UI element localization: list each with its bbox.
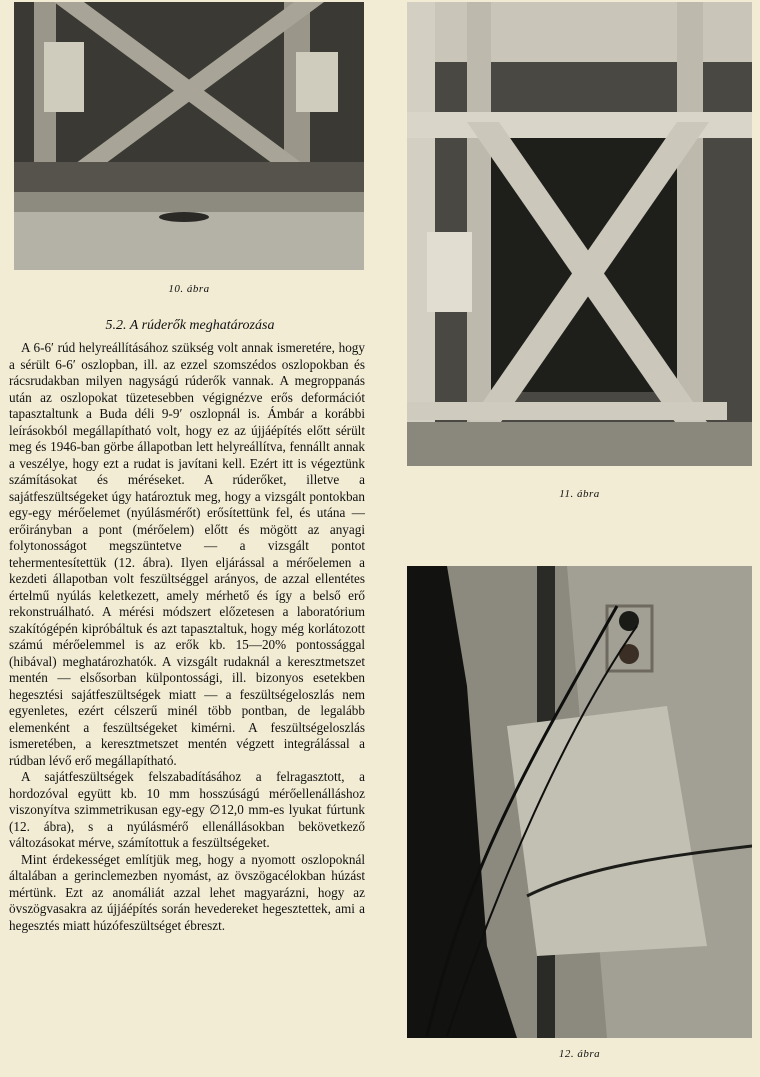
figure-10-photo <box>14 2 364 270</box>
figure-11-caption: 11. ábra <box>559 488 600 500</box>
figure-11-photo <box>407 2 752 466</box>
paragraph-2: A sajátfeszültségek felszabadításához a felragasztott, a hordozóval együtt kb. 10 mm hosszúságú mérőellenálláshoz viszonyítva szimmetrikusan egy-egy ∅12,0 mm-es lyukat fúrtunk (12. ábra), s a nyúlásmérő ellenállásokban bekövetkező változásokat mérve, számítottuk a feszültségeket. <box>9 769 365 850</box>
figure-12-photo <box>407 566 752 1038</box>
paragraph-3: Mint érdekességet említjük meg, hogy a nyomott oszlopoknál általában a gerinclemezben nyomást, az övszögacélokban húzást mértünk. Ezt az anomáliát azzal lehet magyarázni, hogy az övszögvasakra az újjáépítés során hevedereket hegesztettek, ami a hegesztés miatt húzófeszültséget ébreszt. <box>9 851 365 933</box>
body-text <box>9 340 365 934</box>
section-heading: 5.2. A rúderők meghatározása <box>105 318 275 333</box>
figure-12-caption: 12. ábra <box>558 1048 601 1060</box>
figure-10-caption: 10. ábra <box>168 283 210 295</box>
paragraph-1: A 6-6′ rúd helyreállításához szükség volt annak ismeretére, hogy a sérült 6-6′ oszlopban, ill. az ezzel szomszédos oszlopokban és rácsrudakban milyen nagyságú rúderők vannak. A megroppanás után az oszlopokat tüzetesebben végignézve erős deformációt tapasztaltunk a Buda déli 9-9′ oszlopnál is. Ámbár a korábbi leírásokból megállapítható volt, hogy ez az újjáépítés előtt sérült meg és 1946-ban görbe állapotban lett helyreállítva, fennállt annak a veszélye, hogy ezt a rudat is javítani kell. Ezért itt is végeztünk számításokat és méréseket. A rúderőket, illetve a sajátfeszültségeket úgy határoztuk meg, hogy a vizsgált pontokban egy-egy mérőelemet (nyúlásmérőt) erősítettünk fel, és utána — erőirányban a pont (mérőelem) előtt és mögött az anyagi folytonosságot megszüntetve — a vizsgált pontot tehermentesítettük (12. ábra). Ilyen eljárással a mérőelemen a kezdeti állapotban volt feszültséggel arányos, de azzal ellentétes értelmű nyúlás keletkezett, amely mérhető és így a belső erő rekonstruálható. A mérési módszert előzetesen a laboratórium szakítógépén kipróbáltuk és azt tapasztaltuk, hogy még korlátozott számú mérőelemmel is az erők kb. 15—20% pontossággal (hibával) meghatározhatók. A vizsgált rudaknál a keresztmetszet mentén — elsősorban külpontossági, ill. bizonyos esetekben hegesztési sajátfeszültségek miatt — a feszültségeloszlás nem egyenletes, ezért célszerű minél több pontban, de legalább elemenként a feszültségeket kimérni. A feszültségeloszlás ismeretében, a keresztmetszet mentén végzett integrálással a rúdban lévő erő megállapítható. <box>9 340 365 768</box>
